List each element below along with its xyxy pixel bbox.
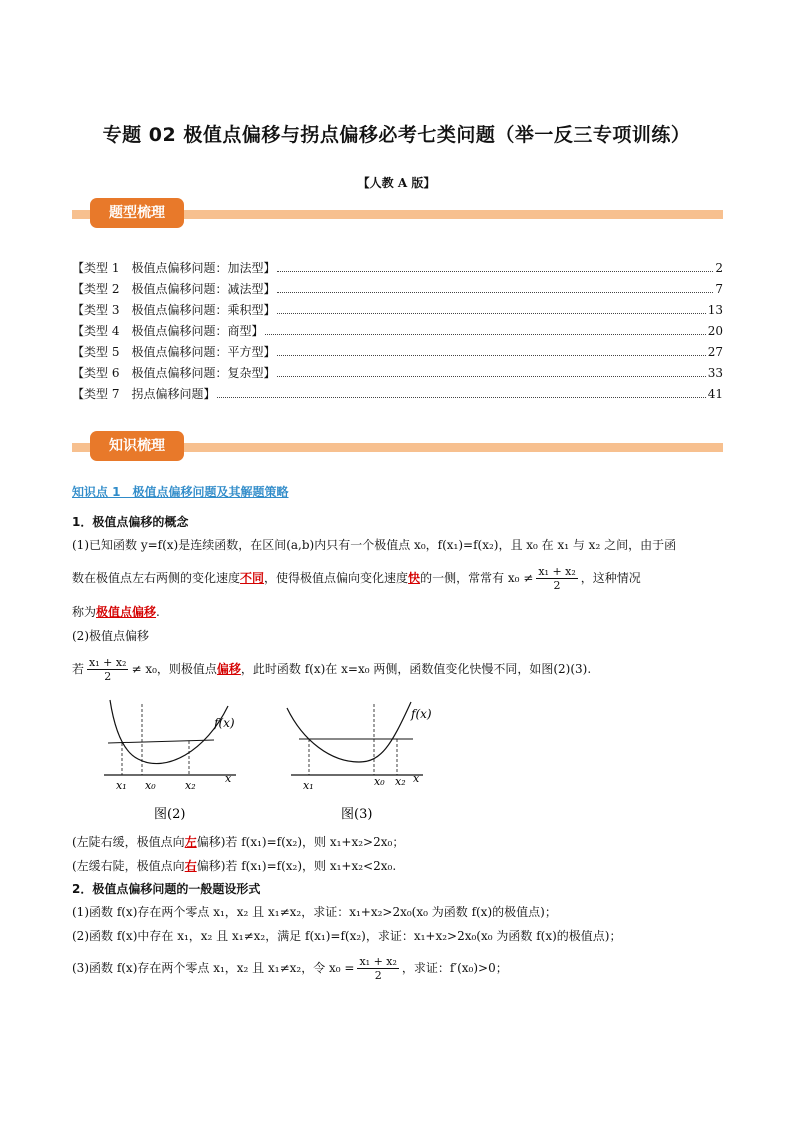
paragraph-line: (1)函数 f(x)存在两个零点 x₁，x₂ 且 x₁≠x₂，求证：x₁+x₂>2x₀(x₀ 为函数 f(x)的极值点)；	[72, 905, 557, 919]
function-curve	[110, 700, 228, 764]
paragraph-line: 若 $\frac{\text{x₁ + x₂}}{2}$ ≠ x₀，则极值点偏移，此时函数 f(x)在 x=x₀ 两侧，函数值变化快慢不同，如图(2)(3).	[72, 656, 592, 683]
svg-text:x: x	[225, 772, 232, 785]
banner-tab-label: 知识梳理	[90, 431, 184, 461]
subheading-concept: 1．极值点偏移的概念	[72, 515, 189, 529]
paragraph-line: (2)极值点偏移	[72, 629, 149, 643]
section-banner-knowledge	[72, 431, 723, 461]
horizontal-line	[108, 740, 214, 743]
svg-text:x: x	[413, 772, 420, 785]
emphasis-text: 右	[184, 859, 197, 873]
fraction: $\frac{\text{x₁ + x₂}}{2}$	[359, 955, 397, 982]
fx-label: f(x)	[411, 707, 432, 721]
paragraph-line: (3)函数 f(x)存在两个零点 x₁，x₂ 且 x₁≠x₂，令 x₀ = $\frac{\text{x₁ + x₂}}{2}$ ，求证：f′(x₀)>0；	[72, 955, 508, 982]
toc-entry[interactable]: 【类型 6 极值点偏移问题：复杂型】 33	[72, 366, 723, 380]
knowledge-point-heading: 知识点 1 极值点偏移问题及其解题策略	[72, 485, 289, 499]
section-banner-types	[72, 198, 723, 228]
paragraph-line: 称为极值点偏移.	[72, 605, 160, 619]
svg-text:x₁: x₁	[303, 779, 314, 792]
fraction: $\frac{\text{x₁ + x₂}}{2}$	[89, 656, 127, 683]
function-curve	[287, 702, 411, 762]
subheading-forms: 2．极值点偏移问题的一般题设形式	[72, 882, 261, 896]
emphasis-text: 偏移	[216, 662, 241, 676]
toc-entry[interactable]: 【类型 1 极值点偏移问题：加法型】 2	[72, 261, 723, 275]
paragraph-line: (1)已知函数 y=f(x)是连续函数，在区间(a,b)内只有一个极值点 x₀，f(x₁)=f(x₂)，且 x₀ 在 x₁ 与 x₂ 之间，由于函	[72, 538, 677, 552]
figure-caption: 图(3)	[341, 807, 373, 822]
fraction: $\frac{\text{x₁ + x₂}}{2}$	[538, 565, 576, 592]
paragraph-line: (2)函数 f(x)中存在 x₁，x₂ 且 x₁≠x₂，满足 f(x₁)=f(x₂)，求证：x₁+x₂>2x₀(x₀ 为函数 f(x)的极值点)；	[72, 929, 622, 943]
paragraph-line: (左陡右缓，极值点向左偏移)若 f(x₁)=f(x₂)，则 x₁+x₂>2x₀；	[72, 835, 405, 849]
svg-text:x₂: x₂	[395, 775, 406, 788]
toc-entry[interactable]: 【类型 5 极值点偏移问题：平方型】 27	[72, 345, 723, 359]
emphasis-text: 快	[408, 571, 421, 585]
page-title: 专题 02 极值点偏移与拐点偏移必考七类问题（举一反三专项训练）	[102, 124, 691, 146]
emphasis-text: 左	[184, 835, 197, 849]
fx-label: f(x)	[214, 716, 235, 730]
toc-entry[interactable]: 【类型 3 极值点偏移问题：乘积型】 13	[72, 303, 723, 317]
figure-3	[283, 696, 433, 824]
figure-caption: 图(2)	[154, 807, 186, 822]
banner-tab-label: 题型梳理	[90, 198, 184, 228]
emphasis-text: 极值点偏移	[96, 605, 157, 619]
paragraph-line: (左缓右陡，极值点向右偏移)若 f(x₁)=f(x₂)，则 x₁+x₂<2x₀.	[72, 859, 397, 873]
svg-text:x₀: x₀	[374, 775, 385, 788]
svg-text:x₀: x₀	[145, 779, 156, 792]
toc-entry[interactable]: 【类型 2 极值点偏移问题：减法型】 7	[72, 282, 723, 296]
figure-2	[96, 696, 246, 824]
svg-text:x₁: x₁	[116, 779, 127, 792]
svg-text:x₂: x₂	[185, 779, 196, 792]
table-of-contents	[72, 258, 723, 405]
paragraph-line: 数在极值点左右两侧的变化速度不同，使得极值点偏向变化速度快的一侧，常常有 x₀ ≠ $\frac{\text{x₁ + x₂}}{2}$ ，这种情况	[72, 565, 641, 592]
toc-entry[interactable]: 【类型 4 极值点偏移问题：商型】 20	[72, 324, 723, 338]
edition-label: 【人教 A 版】	[357, 176, 436, 190]
emphasis-text: 不同	[240, 571, 265, 585]
toc-entry[interactable]: 【类型 7 拐点偏移问题】 41	[72, 387, 723, 401]
